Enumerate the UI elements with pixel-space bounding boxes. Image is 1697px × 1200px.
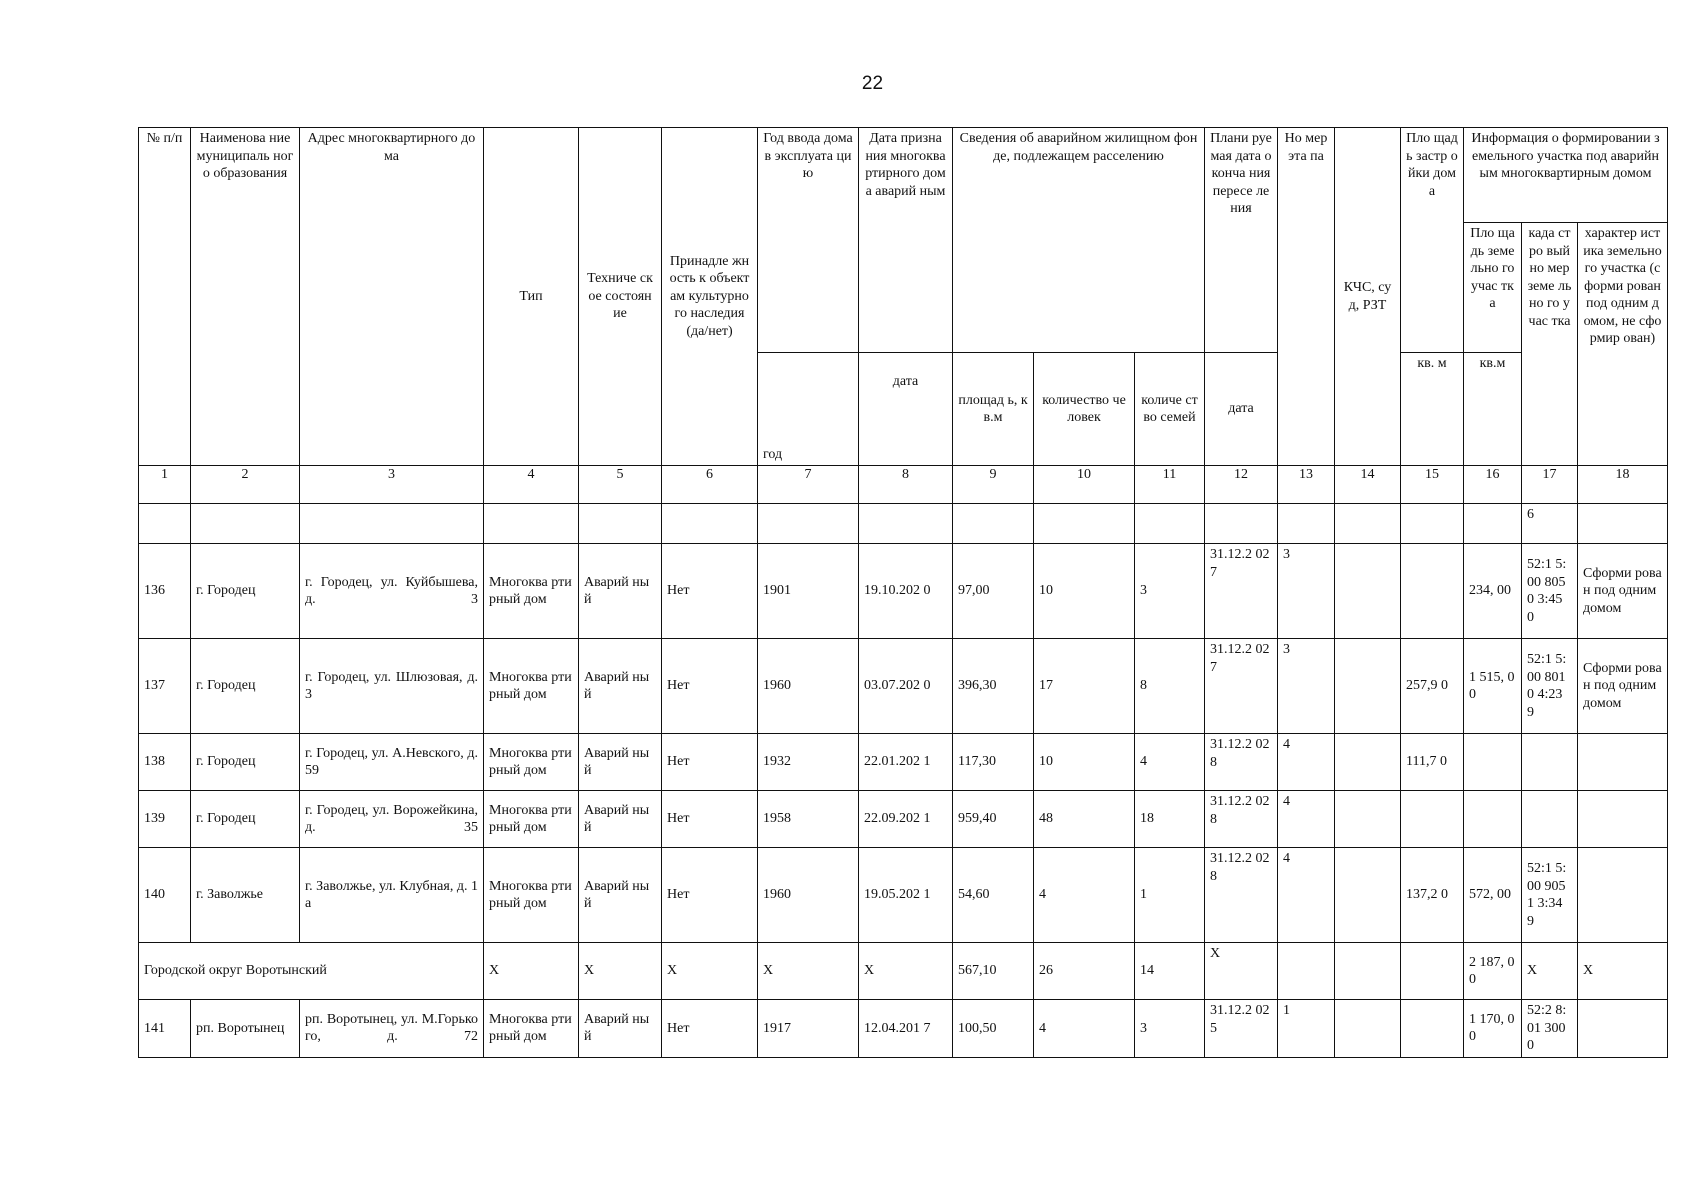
row-heritage: Нет (662, 1000, 758, 1058)
row-planned-date: 31.12.2 027 (1205, 544, 1278, 639)
total-land-area: 2 187, 00 (1464, 943, 1522, 1000)
row-heritage: Нет (662, 791, 758, 848)
total-label: Городской округ Воротынский (139, 943, 484, 1000)
header-heritage: Принадле жность к объектам культурно го наследия (да/нет) (662, 128, 758, 466)
row-planned-date: 31.12.2 028 (1205, 848, 1278, 943)
column-number: 1 (139, 466, 191, 504)
total-type: Х (484, 943, 579, 1000)
column-number: 5 (579, 466, 662, 504)
total-area: 567,10 (953, 943, 1034, 1000)
header-built-area-unit: кв. м (1401, 353, 1464, 466)
row-year: 1960 (758, 848, 859, 943)
total-families: 14 (1135, 943, 1205, 1000)
row-built-area: 111,7 0 (1401, 734, 1464, 791)
row-number: 139 (139, 791, 191, 848)
row-municipality: г. Городец (191, 734, 300, 791)
row-families: 18 (1135, 791, 1205, 848)
row-address: г. Городец, ул. Шлюзовая, д. 3 (300, 639, 484, 734)
header-recognition-date: Дата призна ния многоква ртирного дома аварий ным (859, 128, 953, 353)
row-kchs (1335, 639, 1401, 734)
row-stage: 4 (1278, 848, 1335, 943)
column-number: 16 (1464, 466, 1522, 504)
row-number: 140 (139, 848, 191, 943)
row-state: Аварий ный (579, 639, 662, 734)
row-year: 1958 (758, 791, 859, 848)
column-number: 6 (662, 466, 758, 504)
total-land-character: Х (1578, 943, 1668, 1000)
row-area: 396,30 (953, 639, 1034, 734)
header-date-sub: дата (859, 353, 953, 466)
row-state: Аварий ный (579, 734, 662, 791)
row-date: 03.07.202 0 (859, 639, 953, 734)
row-built-area: 257,9 0 (1401, 639, 1464, 734)
column-number: 9 (953, 466, 1034, 504)
header-land-plot-info: Информация о формировании земельного участка под аварийным многоквартирным домом (1464, 128, 1668, 223)
row-type: Многоква ртирный дом (484, 734, 579, 791)
header-address: Адрес многоквартирного дома (300, 128, 484, 466)
row-stage: 3 (1278, 639, 1335, 734)
total-cadastral: Х (1522, 943, 1578, 1000)
header-land-area-unit: кв.м (1464, 353, 1522, 466)
header-cadastral-number: када стро вый но мер земе льно го учас тка (1522, 223, 1578, 466)
row-year: 1917 (758, 1000, 859, 1058)
row-number: 137 (139, 639, 191, 734)
row-number: 138 (139, 734, 191, 791)
row-cadastral: 52:1 5:00 9051 3:34 9 (1522, 848, 1578, 943)
column-number: 11 (1135, 466, 1205, 504)
row-type: Многоква ртирный дом (484, 639, 579, 734)
column-number: 10 (1034, 466, 1135, 504)
header-people: количество человек (1034, 353, 1135, 466)
row-kchs (1335, 848, 1401, 943)
row-year: 1901 (758, 544, 859, 639)
header-families: количе ство семей (1135, 353, 1205, 466)
header-land-area: Пло щадь земе льно го учас тка (1464, 223, 1522, 353)
table-row (139, 791, 1668, 848)
row-land-character (1578, 1000, 1668, 1058)
table-row (139, 1000, 1668, 1058)
total-planned-date: Х (1205, 943, 1278, 1000)
row-land-area: 234, 00 (1464, 544, 1522, 639)
table-row (139, 639, 1668, 734)
column-number: 8 (859, 466, 953, 504)
total-row (139, 943, 1668, 1000)
row-people: 10 (1034, 544, 1135, 639)
table-row (139, 544, 1668, 639)
header-commission-year: Год ввода дома в эксплуата цию (758, 128, 859, 353)
row-people: 48 (1034, 791, 1135, 848)
column-number: 17 (1522, 466, 1578, 504)
total-kchs (1335, 943, 1401, 1000)
row-municipality: г. Городец (191, 639, 300, 734)
column-number: 18 (1578, 466, 1668, 504)
header-year-sub: год (758, 353, 859, 466)
row-land-character: Сформи рован под одним домом (1578, 544, 1668, 639)
row-cadastral (1522, 734, 1578, 791)
header-stage: Но мер эта па (1278, 128, 1335, 466)
row-municipality: рп. Воротынец (191, 1000, 300, 1058)
column-number: 15 (1401, 466, 1464, 504)
row-kchs (1335, 544, 1401, 639)
total-people: 26 (1034, 943, 1135, 1000)
row-land-character (1578, 791, 1668, 848)
column-number: 3 (300, 466, 484, 504)
row-kchs (1335, 791, 1401, 848)
row-area: 117,30 (953, 734, 1034, 791)
row-planned-date: 31.12.2 027 (1205, 639, 1278, 734)
row-area: 100,50 (953, 1000, 1034, 1058)
row-type: Многоква ртирный дом (484, 1000, 579, 1058)
row-cadastral: 52:2 8:01 3000 (1522, 1000, 1578, 1058)
row-kchs (1335, 734, 1401, 791)
row-date: 19.05.202 1 (859, 848, 953, 943)
row-cadastral: 52:1 5:00 8010 4:23 9 (1522, 639, 1578, 734)
row-type: Многоква ртирный дом (484, 791, 579, 848)
row-planned-date: 31.12.2 028 (1205, 791, 1278, 848)
row-people: 4 (1034, 848, 1135, 943)
row-families: 3 (1135, 1000, 1205, 1058)
row-land-character (1578, 848, 1668, 943)
table-row (139, 734, 1668, 791)
total-state: Х (579, 943, 662, 1000)
total-stage (1278, 943, 1335, 1000)
column-number: 14 (1335, 466, 1401, 504)
row-stage: 4 (1278, 791, 1335, 848)
header-kchs: КЧС, суд, РЗТ (1335, 128, 1401, 466)
column-number: 12 (1205, 466, 1278, 504)
row-land-area (1464, 791, 1522, 848)
row-state: Аварий ный (579, 791, 662, 848)
row-people: 17 (1034, 639, 1135, 734)
continuation-row (139, 504, 1668, 544)
header-land-character: характер истика земельно го участка (сформи рован под одним домом, не сформир ован) (1578, 223, 1668, 466)
row-families: 8 (1135, 639, 1205, 734)
page-number: 22 (861, 73, 884, 94)
row-date: 22.09.202 1 (859, 791, 953, 848)
row-state: Аварий ный (579, 1000, 662, 1058)
row-heritage: Нет (662, 544, 758, 639)
emergency-housing-table (138, 127, 1668, 1058)
row-built-area (1401, 1000, 1464, 1058)
column-number: 13 (1278, 466, 1335, 504)
total-built-area (1401, 943, 1464, 1000)
row-municipality: г. Заволжье (191, 848, 300, 943)
row-people: 4 (1034, 1000, 1135, 1058)
row-year: 1960 (758, 639, 859, 734)
header-area: площад ь, кв.м (953, 353, 1034, 466)
row-cadastral (1522, 791, 1578, 848)
row-number: 141 (139, 1000, 191, 1058)
row-stage: 4 (1278, 734, 1335, 791)
header-municipality: Наименова ние муниципаль ного образования (191, 128, 300, 466)
row-date: 22.01.202 1 (859, 734, 953, 791)
column-number: 7 (758, 466, 859, 504)
row-address: г. Городец, ул. Ворожейкина, д. 35 (300, 791, 484, 848)
row-planned-date: 31.12.2 025 (1205, 1000, 1278, 1058)
header-number: № п/п (139, 128, 191, 466)
header-emergency-fund: Сведения об аварийном жилищном фонде, подлежащем расселению (953, 128, 1205, 353)
table-row (139, 848, 1668, 943)
header-technical-state: Техниче ское состоян ие (579, 128, 662, 466)
row-families: 1 (1135, 848, 1205, 943)
row-kchs (1335, 1000, 1401, 1058)
row-heritage: Нет (662, 848, 758, 943)
row-heritage: Нет (662, 734, 758, 791)
header-built-area: Пло щадь застр ойки дома (1401, 128, 1464, 353)
total-date: Х (859, 943, 953, 1000)
column-numbers-row (139, 466, 1668, 504)
row-area: 959,40 (953, 791, 1034, 848)
header-planned-date-sub: дата (1205, 353, 1278, 466)
total-year: Х (758, 943, 859, 1000)
row-year: 1932 (758, 734, 859, 791)
continuation-cadastral: 6 (1522, 504, 1578, 544)
row-address: г. Городец, ул. Куйбышева, д. 3 (300, 544, 484, 639)
row-number: 136 (139, 544, 191, 639)
row-stage: 1 (1278, 1000, 1335, 1058)
row-built-area: 137,2 0 (1401, 848, 1464, 943)
row-type: Многоква ртирный дом (484, 848, 579, 943)
row-stage: 3 (1278, 544, 1335, 639)
header-type: Тип (484, 128, 579, 466)
row-built-area (1401, 544, 1464, 639)
row-planned-date: 31.12.2 028 (1205, 734, 1278, 791)
row-state: Аварий ный (579, 544, 662, 639)
row-heritage: Нет (662, 639, 758, 734)
total-heritage: Х (662, 943, 758, 1000)
row-area: 54,60 (953, 848, 1034, 943)
row-people: 10 (1034, 734, 1135, 791)
column-number: 2 (191, 466, 300, 504)
row-address: г. Городец, ул. А.Невского, д. 59 (300, 734, 484, 791)
row-cadastral: 52:1 5:00 8050 3:45 0 (1522, 544, 1578, 639)
row-land-area: 1 515, 00 (1464, 639, 1522, 734)
column-number: 4 (484, 466, 579, 504)
row-land-area: 1 170, 00 (1464, 1000, 1522, 1058)
row-land-area (1464, 734, 1522, 791)
row-date: 12.04.201 7 (859, 1000, 953, 1058)
row-area: 97,00 (953, 544, 1034, 639)
header-planned-date: Плани руемая дата оконча ния пересе ления (1205, 128, 1278, 353)
row-municipality: г. Городец (191, 791, 300, 848)
row-address: рп. Воротынец, ул. М.Горького, д. 72 (300, 1000, 484, 1058)
row-land-character (1578, 734, 1668, 791)
row-land-character: Сформи рован под одним домом (1578, 639, 1668, 734)
row-families: 3 (1135, 544, 1205, 639)
row-built-area (1401, 791, 1464, 848)
row-families: 4 (1135, 734, 1205, 791)
row-address: г. Заволжье, ул. Клубная, д. 1а (300, 848, 484, 943)
row-type: Многоква ртирный дом (484, 544, 579, 639)
row-land-area: 572, 00 (1464, 848, 1522, 943)
row-municipality: г. Городец (191, 544, 300, 639)
row-state: Аварий ный (579, 848, 662, 943)
row-date: 19.10.202 0 (859, 544, 953, 639)
